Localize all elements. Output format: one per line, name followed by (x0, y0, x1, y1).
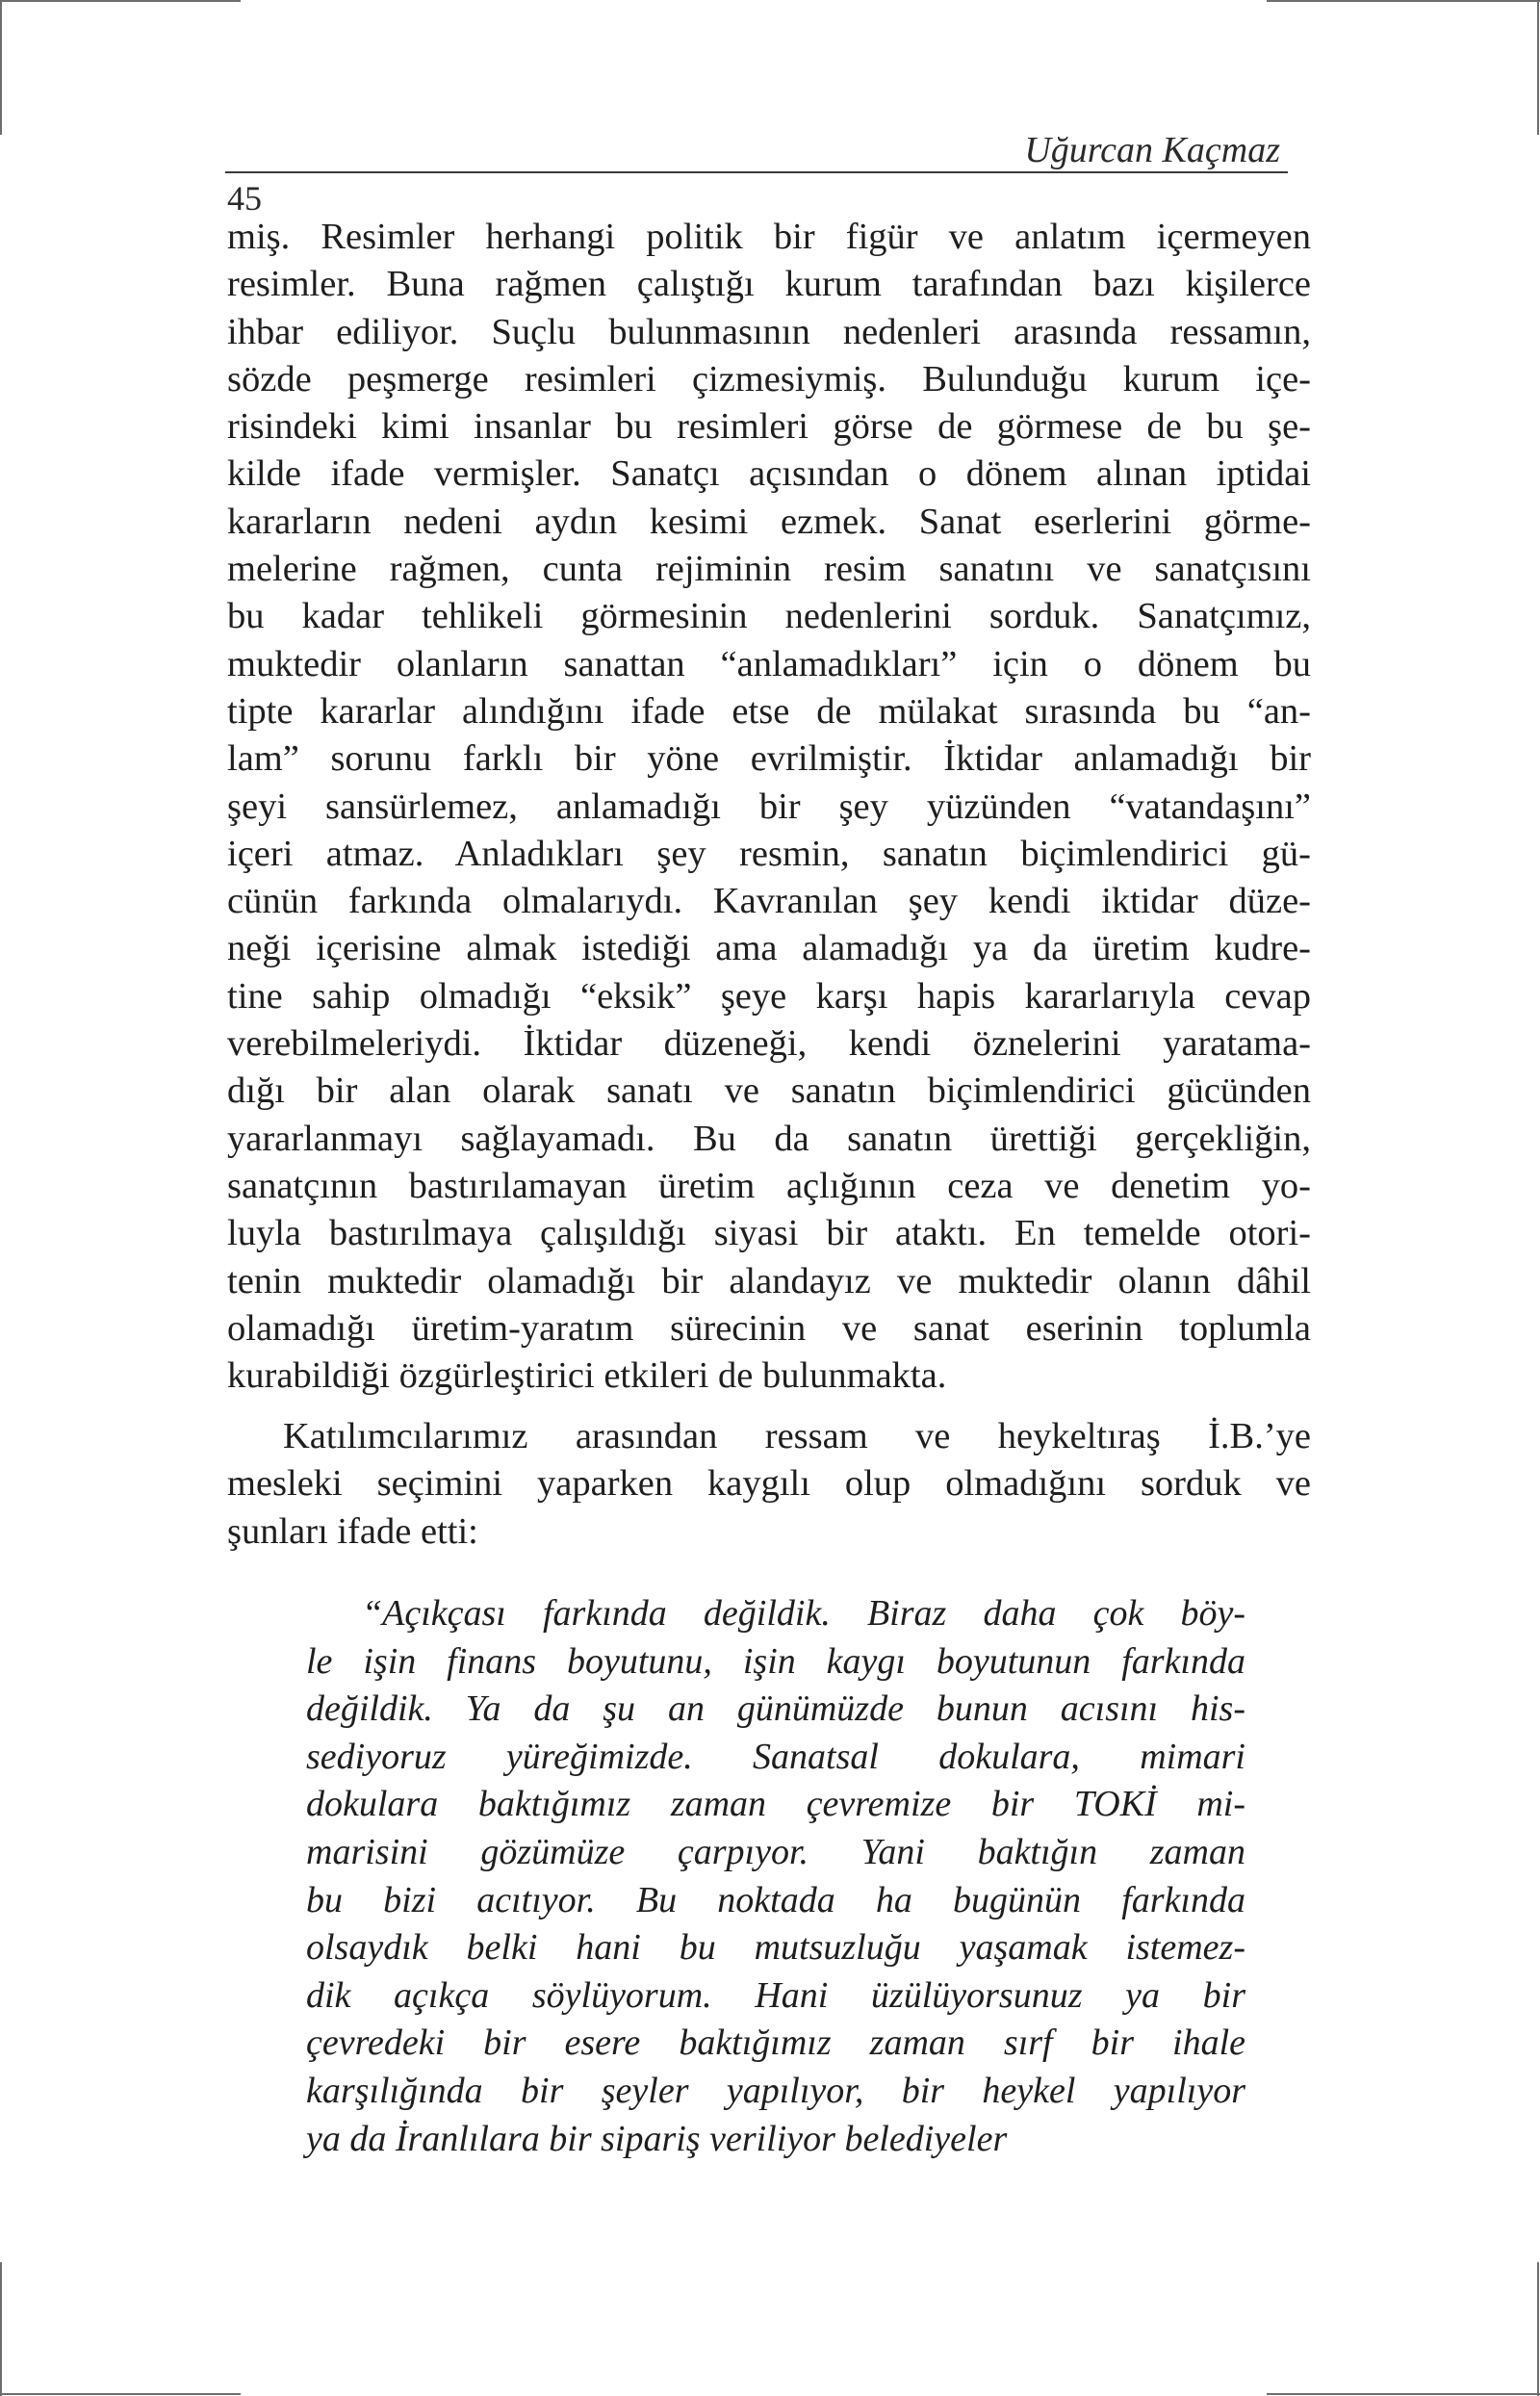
body-line: şeyi sansürlemez, anlamadığı bir şey yüzünden “vatandaşını” (227, 786, 1311, 827)
body-line: tenin muktedir olamadığı bir alandayız ve muktedir olanın dâhil (227, 1260, 1311, 1301)
body-line: kilde ifade vermişler. Sanatçı açısından o dönem alınan iptidai (227, 453, 1311, 495)
body-line: muktedir olanların sanattan “anlamadıkları” için o dönem bu (227, 643, 1311, 684)
body-line: verebilmeleriydi. İktidar düzeneği, kendi öznelerini yaratama- (227, 1023, 1311, 1065)
body-line: mesleki seçimini yaparken kaygılı olup olmadığını sorduk ve (227, 1463, 1311, 1505)
body-line: olamadığı üretim-yaratım sürecinin ve sanat eserinin toplumla (227, 1307, 1311, 1349)
body-line: resimler. Buna rağmen çalıştığı kurum tarafından bazı kişilerce (227, 264, 1311, 305)
crop-mark-bottom-right-v (1537, 2262, 1539, 2396)
quote-line: “Açıkçası farkında değildik. Biraz daha çok böy- (362, 1593, 1245, 1634)
crop-mark-top-right-h (1267, 0, 1540, 2)
body-paragraph-2 (227, 1413, 1311, 1556)
quote-line: karşılığında bir şeyler yapılıyor, bir heykel yapılıyor (306, 2070, 1245, 2111)
quote-line: olsaydık belki hani bu mutsuzluğu yaşamak istemez- (306, 1927, 1245, 1969)
quote-line: değildik. Ya da şu an günümüzde bunun acısını his- (306, 1688, 1245, 1730)
body-line: luyla bastırılmaya çalışıldığı siyasi bir ataktı. En temelde otori- (227, 1213, 1311, 1254)
body-line: risindeki kimi insanlar bu resimleri görse de görmese de bu şe- (227, 406, 1311, 448)
body-line: miş. Resimler herhangi politik bir figür ve anlatım içermeyen (227, 217, 1311, 257)
body-line: şunları ifade etti: (227, 1510, 478, 1552)
body-line: kararların nedeni aydın kesimi ezmek. Sanat eserlerini görme- (227, 501, 1311, 542)
crop-mark-top-left-v (0, 0, 2, 135)
body-line: bu kadar tehlikeli görmesinin nedenlerini sorduk. Sanatçımız, (227, 596, 1311, 637)
body-line: sözde peşmerge resimleri çizmesiymiş. Bulunduğu kurum içe- (227, 358, 1311, 399)
page-number: 45 (227, 179, 262, 218)
body-line: neği içerisine almak istediği ama alamadığı ya da üretim kudre- (227, 928, 1311, 969)
quote-line: ya da İranlılara bir sipariş veriliyor belediyeler (306, 2118, 1008, 2159)
quote-line: sediyoruz yüreğimizde. Sanatsal dokulara, mimari (306, 1736, 1245, 1777)
running-header-author: Uğurcan Kaçmaz (1024, 130, 1280, 170)
body-line: ihbar ediliyor. Suçlu bulunmasının nedenleri arasında ressamın, (227, 311, 1311, 352)
quote-line: bu bizi acıtıyor. Bu noktada ha bugünün farkında (306, 1879, 1245, 1920)
crop-mark-bottom-left-v (0, 2262, 2, 2396)
body-line: yararlanmayı sağlayamadı. Bu da sanatın ürettiği gerçekliğin, (227, 1118, 1311, 1159)
body-line: dığı bir alan olarak sanatı ve sanatın biçimlendirici gücünden (227, 1070, 1311, 1112)
crop-mark-bottom-left-h (0, 2393, 241, 2395)
body-line: Katılımcılarımız arasından ressam ve heykeltıraş İ.B.’ye (283, 1416, 1311, 1456)
crop-mark-top-left-h (0, 0, 241, 2)
body-line: lam” sorunu farklı bir yöne evrilmiştir. İktidar anlamadığı bir (227, 738, 1311, 780)
quote-line: marisini gözümüze çarpıyor. Yani baktığın zaman (306, 1831, 1245, 1872)
quote-line: le işin finans boyutunu, işin kaygı boyutunun farkında (306, 1640, 1245, 1682)
header-rule (225, 171, 1288, 173)
body-paragraph-1 (227, 214, 1311, 1400)
quote-line: dokulara baktığımız zaman çevremize bir TOKİ mi- (306, 1784, 1245, 1825)
body-line: içeri atmaz. Anladıkları şey resmin, sanatın biçimlendirici gü- (227, 833, 1311, 874)
body-line: cünün farkında olmalarıydı. Kavranılan şey kendi iktidar düze- (227, 881, 1311, 922)
crop-mark-bottom-right-h (1267, 2393, 1540, 2395)
quote-line: çevredeki bir esere baktığımız zaman sırf bir ihale (306, 2022, 1245, 2064)
body-line: tipte kararlar alındığını ifade etse de mülakat sırasında bu “an- (227, 690, 1311, 732)
crop-mark-top-right-v (1537, 0, 1539, 135)
body-line: tine sahip olmadığı “eksik” şeye karşı hapis kararlarıyla cevap (227, 975, 1311, 1017)
body-line: sanatçının bastırılamayan üretim açlığının ceza ve denetim yo- (227, 1165, 1311, 1206)
body-line: kurabildiği özgürleştirici etkileri de bulunmakta. (227, 1355, 947, 1397)
block-quote (306, 1590, 1245, 2163)
quote-line: dik açıkça söylüyorum. Hani üzülüyorsunuz ya bir (306, 1974, 1245, 2016)
body-line: melerine rağmen, cunta rejiminin resim sanatını ve sanatçısını (227, 549, 1311, 590)
